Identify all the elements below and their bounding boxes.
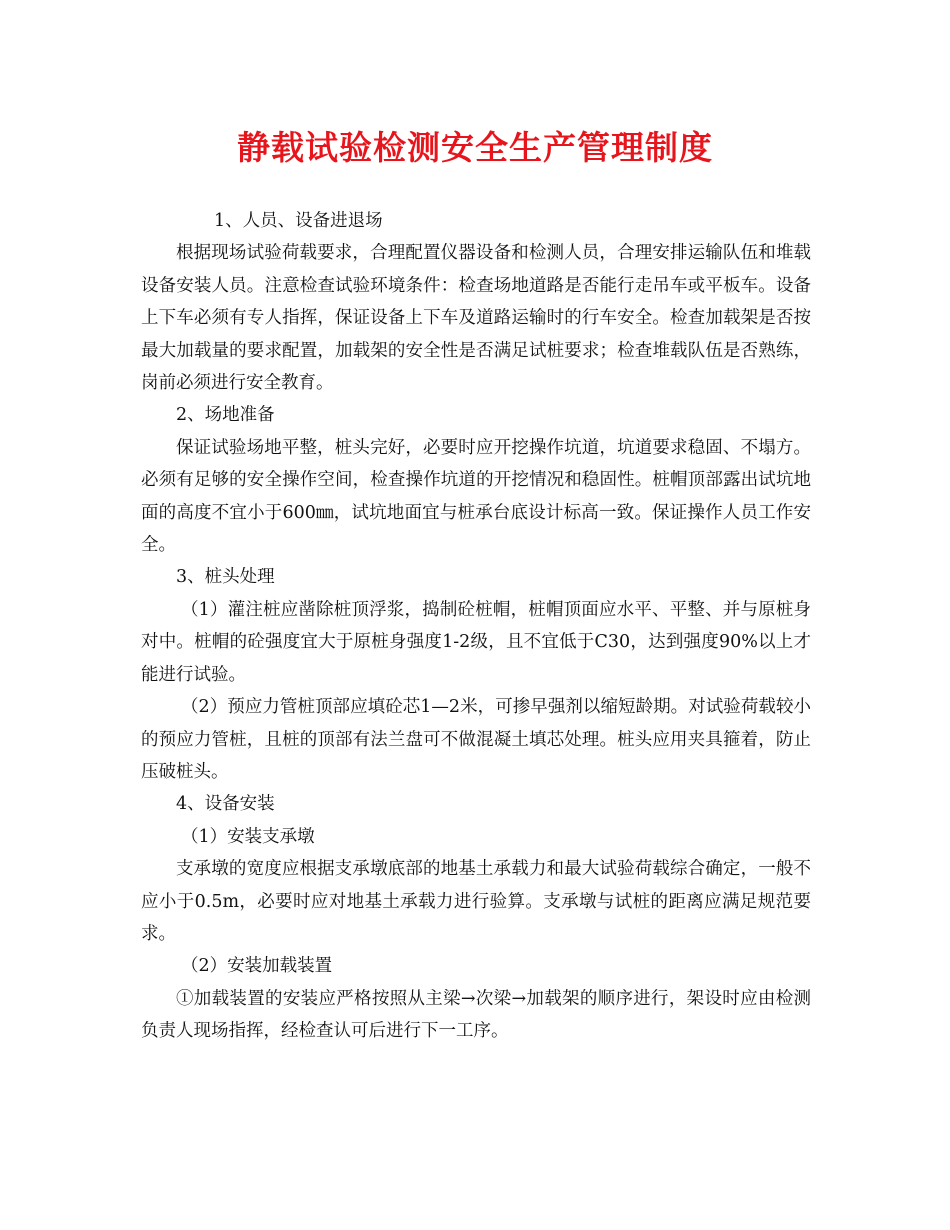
subsection-4-1-paragraph-1: 支承墩的宽度应根据支承墩底部的地基土承载力和最大试验荷载综合确定，一般不应小于0.5m，必要时应对地基土承载力进行验算。支承墩与试桩的距离应满足规范要求。: [141, 859, 811, 944]
section-heading-4: 4、设备安装: [176, 794, 275, 815]
section-heading-1: 1、人员、设备进退场: [214, 211, 383, 231]
document-body: [141, 205, 811, 1048]
document-title: 静载试验检测安全生产管理制度: [237, 128, 713, 167]
subsection-4-2-paragraph-1: ①加载装置的安装应严格按照从主梁→次梁→加载架的顺序进行，架设时应由检测负责人现场指挥，经检查认可后进行下一工序。: [141, 988, 811, 1042]
section-heading-2: 2、场地准备: [176, 405, 275, 426]
section-2-paragraph-1: 保证试验场地平整，桩头完好，必要时应开挖操作坑道，坑道要求稳固、不塌方。必须有足够的安全操作空间，检查操作坑道的开挖情况和稳固性。桩帽顶部露出试坑地面的高度不宜小于600㎜，试坑地面宜与桩承台底设计标高一致。保证操作人员工作安全。: [141, 437, 811, 556]
section-heading-3: 3、桩头处理: [176, 567, 275, 588]
section-3-paragraph-2: （2）预应力管桩顶部应填砼芯1—2米，可掺早强剂以缩短龄期。对试验荷载较小的预应力管桩，且桩的顶部有法兰盘可不做混凝土填芯处理。桩头应用夹具箍着，防止压破桩头。: [141, 697, 811, 782]
section-3-paragraph-1: （1）灌注桩应凿除桩顶浮浆，捣制砼桩帽，桩帽顶面应水平、平整、并与原桩身对中。桩帽的砼强度宜大于原桩身强度1-2级，且不宜低于C30，达到强度90%以上才能进行试验。: [141, 599, 811, 685]
subsection-heading-4-1: （1）安装支承墩: [181, 826, 315, 847]
section-1-paragraph-1: 根据现场试验荷载要求，合理配置仪器设备和检测人员，合理安排运输队伍和堆载设备安装人员。注意检查试验环境条件：检查场地道路是否能行走吊车或平板车。设备上下车必须有专人指挥，保证设备上下车及道路运输时的行车安全。检查加载架是否按最大加载量的要求配置，加载架的安全性是否满足试桩要求；检查堆载队伍是否熟练，岗前必须进行安全教育。: [141, 243, 811, 394]
subsection-heading-4-2: （2）安装加载装置: [181, 956, 333, 977]
